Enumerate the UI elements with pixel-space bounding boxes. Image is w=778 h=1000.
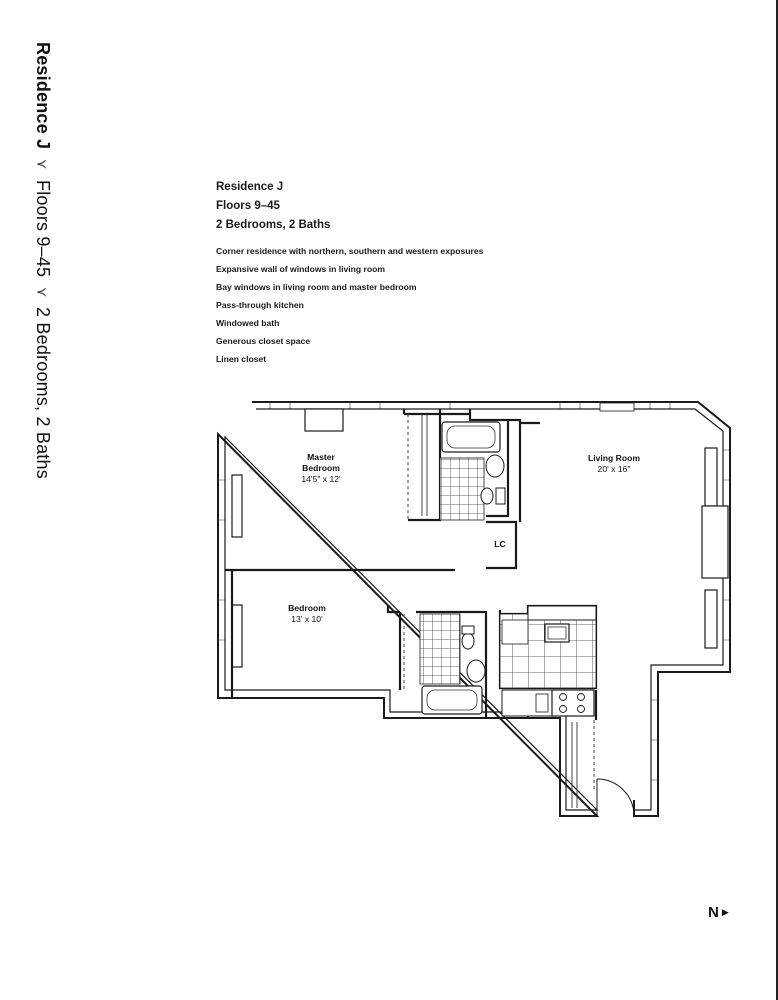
compass [708, 904, 729, 921]
residence-bedrooms: 2 Bedrooms, 2 Baths [216, 219, 331, 231]
feature-item: Expansive wall of windows in living room [216, 264, 386, 274]
side-title-residence: Residence J [33, 42, 53, 150]
living-room-dimensions: 20' x 16" [597, 464, 631, 474]
master-bath [440, 422, 505, 520]
master-bedroom-dimensions: 14'5" x 12' [301, 474, 341, 484]
feature-item: Pass-through kitchen [216, 300, 304, 310]
bedroom-label: Bedroom [288, 603, 326, 613]
living-room-label: Living Room [587, 453, 641, 463]
entry-door [597, 779, 634, 816]
master-bedroom-label: Bedroom [302, 463, 340, 473]
second-bath [420, 614, 485, 714]
chevron-separator-icon: ⋎ [34, 287, 51, 298]
residence-floors: Floors 9–45 [216, 200, 280, 212]
linen-closet-label: LC [494, 539, 506, 549]
feature-item: Bay windows in living room and master bedroom [216, 282, 417, 292]
north-label: N [708, 904, 719, 921]
feature-item: Linen closet [216, 354, 267, 364]
residence-name: Residence J [216, 181, 284, 193]
side-title-bedrooms: 2 Bedrooms, 2 Baths [33, 307, 53, 480]
feature-item: Generous closet space [216, 336, 311, 346]
kitchen [500, 606, 596, 716]
chevron-separator-icon: ⋎ [34, 159, 51, 170]
feature-item: Corner residence with northern, southern and western exposures [216, 246, 484, 256]
master-bedroom-label: Master [307, 452, 335, 462]
side-title-floors: Floors 9–45 [33, 179, 53, 277]
arrow-right-icon: ▶ [721, 907, 729, 917]
bedroom-dimensions: 13' x 10' [291, 614, 323, 624]
feature-item: Windowed bath [216, 318, 280, 328]
